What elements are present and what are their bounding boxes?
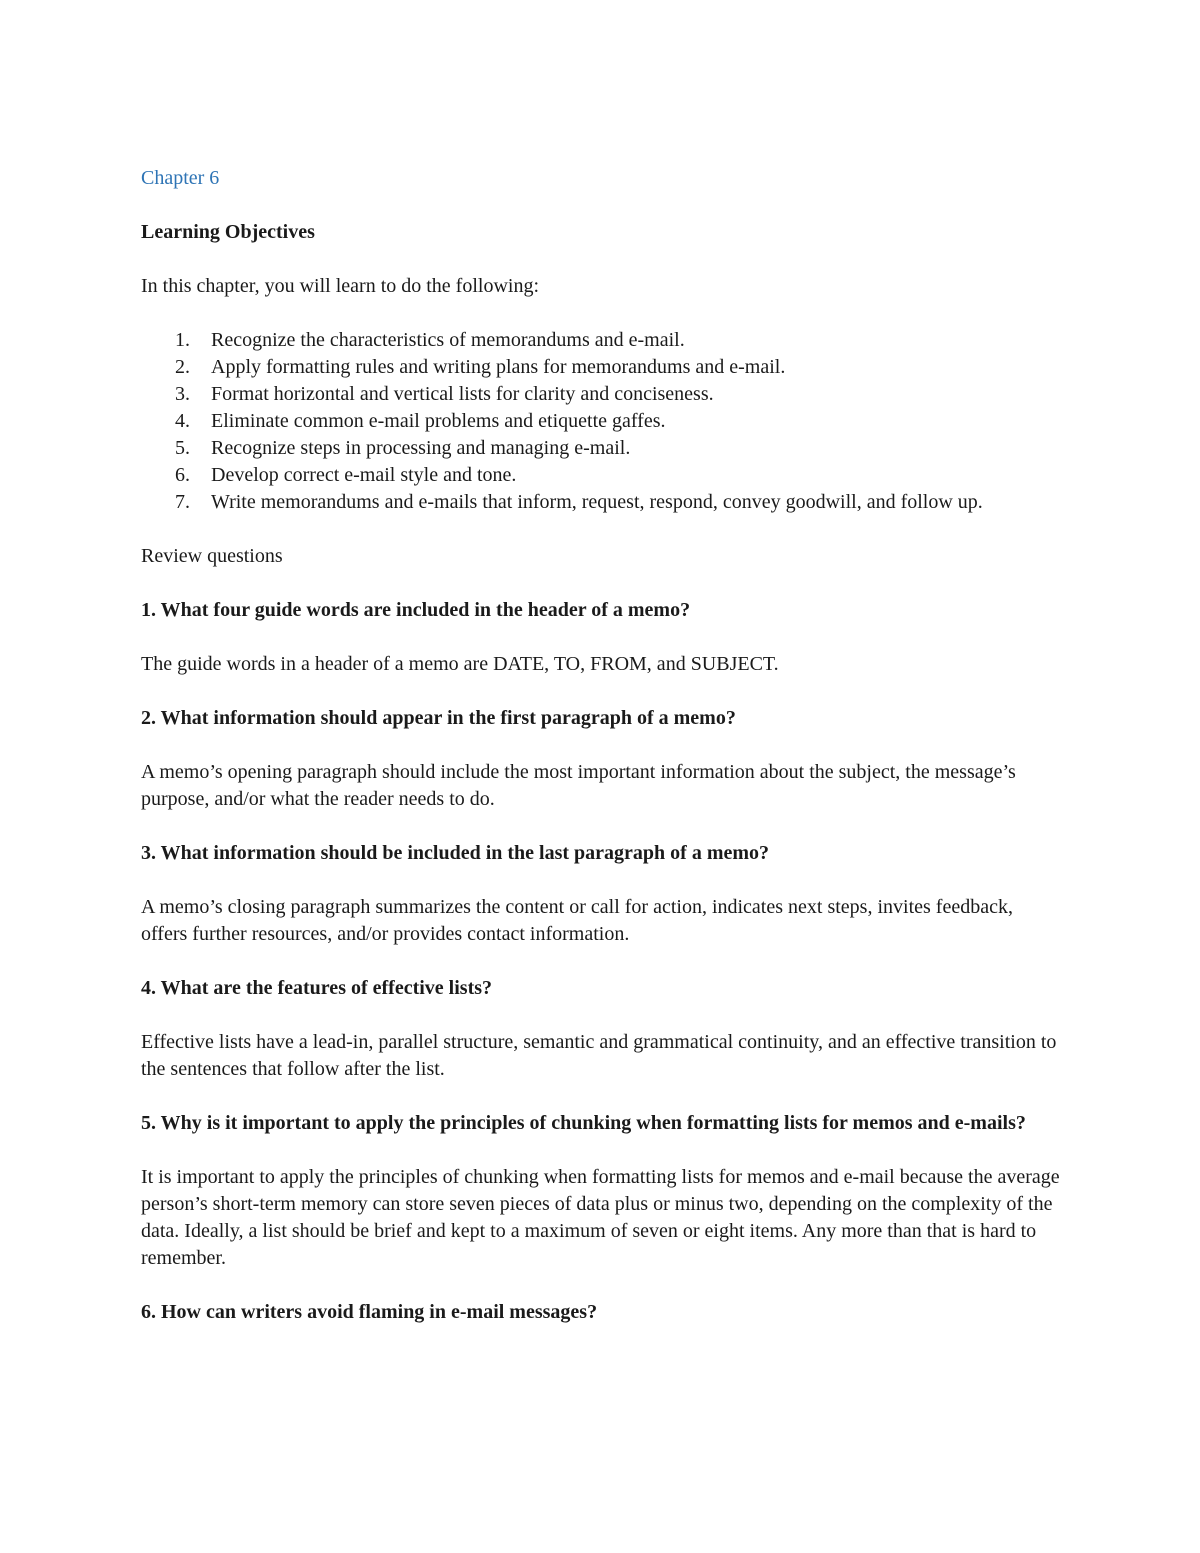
chapter-title: Chapter 6 xyxy=(141,167,220,189)
document-page xyxy=(141,165,1061,1353)
objective-text: Recognize steps in processing and managing e-mail. xyxy=(211,437,631,459)
objective-number: 5. xyxy=(175,437,190,459)
objective-text: Develop correct e-mail style and tone. xyxy=(211,464,517,486)
review-answer: It is important to apply the principles of chunking when formatting lists for memos and e-mail because the average person’s short-term memory can store seven pieces of data plus or minus two, depending on the complexity of the data. Ideally, a list should be brief and kept to a maximum of seven or eight items. Any more than that is hard to remember. xyxy=(141,1166,1060,1269)
objective-number: 7. xyxy=(175,491,190,513)
review-answer: Effective lists have a lead-in, parallel structure, semantic and grammatical continuity, and an effective transition to the sentences that follow after the list. xyxy=(141,1031,1057,1080)
objective-number: 6. xyxy=(175,464,190,486)
objective-text: Write memorandums and e-mails that inform, request, respond, convey goodwill, and follow up. xyxy=(211,491,983,513)
review-question: 2. What information should appear in the first paragraph of a memo? xyxy=(141,707,736,729)
objective-item xyxy=(141,327,1061,354)
review-question: 4. What are the features of effective lists? xyxy=(141,977,493,999)
objective-item xyxy=(141,354,1061,381)
review-question: 5. Why is it important to apply the principles of chunking when formatting lists for memos and e-mails? xyxy=(141,1112,1026,1134)
objectives-list xyxy=(141,327,1061,516)
objective-item xyxy=(141,435,1061,462)
objective-item xyxy=(141,489,1061,516)
objective-number: 3. xyxy=(175,383,190,405)
objective-number: 1. xyxy=(175,329,190,351)
review-answer: A memo’s opening paragraph should include the most important information about the subject, the message’s purpose, and/or what the reader needs to do. xyxy=(141,761,1016,810)
objective-item xyxy=(141,462,1061,489)
objective-number: 4. xyxy=(175,410,190,432)
objective-item xyxy=(141,381,1061,408)
objective-item xyxy=(141,408,1061,435)
review-answer: A memo’s closing paragraph summarizes the content or call for action, indicates next steps, invites feedback, offers further resources, and/or provides contact information. xyxy=(141,896,1013,945)
intro-text: In this chapter, you will learn to do the following: xyxy=(141,275,540,297)
review-question: 3. What information should be included in the last paragraph of a memo? xyxy=(141,842,770,864)
objective-text: Apply formatting rules and writing plans for memorandums and e-mail. xyxy=(211,356,786,378)
review-answer: The guide words in a header of a memo are DATE, TO, FROM, and SUBJECT. xyxy=(141,653,779,675)
review-heading: Review questions xyxy=(141,545,283,567)
review-question: 1. What four guide words are included in the header of a memo? xyxy=(141,599,691,621)
objective-text: Recognize the characteristics of memorandums and e-mail. xyxy=(211,329,685,351)
objective-text: Format horizontal and vertical lists for clarity and conciseness. xyxy=(211,383,714,405)
learning-objectives-heading: Learning Objectives xyxy=(141,221,315,243)
review-question: 6. How can writers avoid flaming in e-mail messages? xyxy=(141,1301,598,1323)
objective-number: 2. xyxy=(175,356,190,378)
objective-text: Eliminate common e-mail problems and etiquette gaffes. xyxy=(211,410,666,432)
